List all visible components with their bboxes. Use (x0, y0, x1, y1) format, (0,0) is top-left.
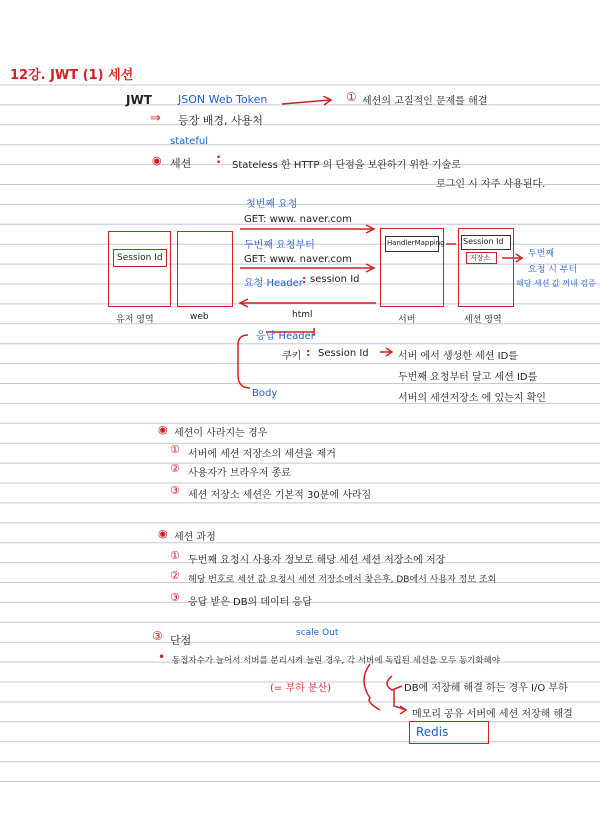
cons-option-2: 메모리 공유 서버에 세션 저장해 해결 (412, 709, 573, 720)
cons-marker: ③ (152, 629, 163, 643)
deletion-item-3: 세션 저장소 세션은 기본적 30분에 사라짐 (188, 490, 372, 501)
process-item-2: 해당 번호로 세션 값 요청시 세션 저장소에서 찾은후, DB에서 사용자 정보 조회 (188, 575, 497, 585)
first-request-label: 첫번째 요청 (246, 199, 298, 210)
deletion-title: 세션이 사라지는 경우 (174, 428, 268, 439)
cons-solution: (= 부하 분산) (270, 683, 332, 694)
deletion-marker-1: ① (170, 443, 180, 456)
session-definition-1: Stateless 한 HTTP 의 단점을 보완하기 위한 기술로 (232, 160, 461, 171)
get-request-1: GET: www. naver.com (244, 214, 352, 225)
deletion-marker-2: ② (170, 462, 180, 475)
process-item-3: 응답 받은 DB의 데이터 응답 (188, 597, 312, 608)
cookie-desc-1: 서버 에서 생성한 세션 ID를 (398, 351, 518, 362)
double-arrow-icon: ⇒ (150, 111, 161, 126)
session-definition-2: 로그인 시 자주 사용된다. (436, 179, 546, 190)
cookie-colon: : (306, 346, 311, 359)
deletion-item-1: 서버에 세션 저장소의 세션을 제거 (188, 449, 336, 460)
store-note-3: 해당 세션 값 꺼내 검증 (516, 279, 596, 288)
process-marker-3: ③ (170, 591, 180, 604)
cons-option-1: DB에 저장해 해결 하는 경우 I/O 부하 (404, 683, 568, 694)
stateful-note: stateful (170, 136, 208, 147)
cookie-session-id: Session Id (318, 348, 369, 359)
body-label: Body (252, 388, 278, 399)
web-label: web (190, 312, 209, 322)
request-header-colon: : (302, 273, 307, 286)
cookie-desc-3: 서버의 세션저장소 에 있는지 확인 (398, 393, 546, 404)
second-request-label: 두번째 요청부터 (244, 240, 315, 251)
cookie-desc-2: 두번째 요청부터 달고 세션 ID를 (398, 372, 538, 383)
deletion-item-2: 사용자가 브라우저 종료 (188, 468, 291, 479)
chapter-title: 12강. JWT (1) 세션 (10, 68, 134, 83)
problem-marker: ① (346, 90, 357, 104)
deletion-bullet-icon: ◉ (158, 423, 168, 436)
html-response-label: html (292, 310, 313, 320)
process-title: 세션 과정 (174, 532, 216, 543)
colon-mark: : (216, 152, 222, 167)
cookie-label: 쿠키 (282, 351, 302, 362)
process-item-1: 두번째 요청시 사용자 정보로 해당 세션 세션 저장소에 저장 (188, 555, 446, 566)
request-header-label: 요청 Header (244, 278, 303, 289)
cons-title: 단점 (170, 634, 192, 647)
session-title: 세션 (170, 157, 192, 170)
response-header-label: 응답 Header (256, 331, 315, 342)
get-request-2: GET: www. naver.com (244, 254, 352, 265)
deletion-marker-3: ③ (170, 484, 180, 497)
process-marker-2: ② (170, 569, 180, 582)
cons-text: 동접자수가 늘어서 서버를 분리시켜 늘린 경우, 각 서버에 독립된 세션을 모두 동기화해야 (172, 656, 501, 666)
client-area-label: 유저 영역 (116, 315, 154, 325)
background-line: 등장 배경, 사용처 (178, 114, 263, 127)
jwt-label: JWT (126, 93, 152, 107)
store-note-2: 요청 시 부터 (528, 265, 578, 275)
session-area-label: 세션 영역 (464, 315, 502, 325)
process-marker-1: ① (170, 549, 180, 562)
bullet-icon: ◉ (152, 154, 162, 167)
process-bullet-icon: ◉ (158, 527, 168, 540)
handler-mapping-label: HandlerMapping (387, 239, 445, 247)
server-label: 서버 (398, 315, 416, 325)
store-note-1: 두번째 (528, 249, 555, 259)
redis-label: Redis (416, 725, 449, 739)
cons-bullet-icon: • (158, 650, 166, 664)
store-session-id-label: Session Id (463, 237, 504, 246)
jwt-expansion: JSON Web Token (178, 93, 268, 106)
store-sub-label: 저장소 (470, 254, 491, 262)
problem-text: 세션의 고질적인 문제를 해결 (362, 96, 488, 107)
scale-out-note: scale Out (296, 628, 339, 638)
client-session-id-label: Session Id (117, 253, 163, 263)
request-header-session-id: session Id (310, 274, 360, 285)
